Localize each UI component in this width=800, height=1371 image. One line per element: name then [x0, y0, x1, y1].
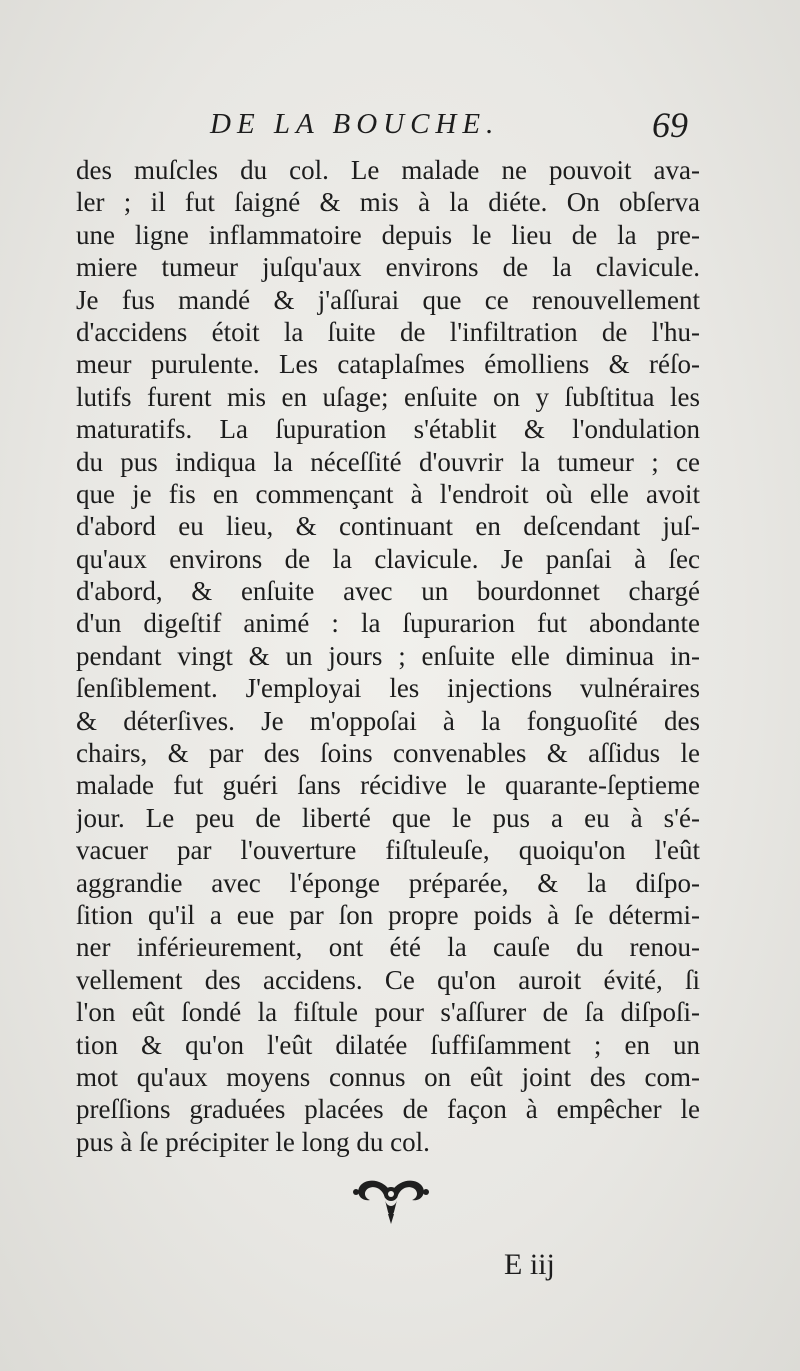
text-line: jour. Le peu de liberté que le pus a eu à s'é- [76, 802, 700, 833]
text-line: pus à ſe précipiter le long du col. [76, 1126, 430, 1157]
text-line: pendant vingt & un jours ; enſuite elle diminua in- [76, 640, 700, 671]
text-line: lutifs furent mis en uſage; enſuite on y ſubſtitua les [76, 381, 700, 412]
text-line: une ligne inflammatoire depuis le lieu de la pre- [76, 219, 700, 250]
text-line: ler ; il fut ſaigné & mis à la diéte. On obſerva [76, 187, 700, 218]
text-line: malade fut guéri ſans récidive le quarante-ſeptieme [76, 770, 700, 801]
text-line: ner inférieurement, ont été la cauſe du renou- [76, 932, 700, 963]
text-line: tion & qu'on l'eût dilatée ſuffiſamment ; en un [76, 1029, 700, 1060]
text-line: chairs, & par des ſoins convenables & aſſidus le [76, 738, 700, 769]
text-line: mot qu'aux moyens connus on eût joint des com- [76, 1061, 700, 1092]
fleuron-ornament-icon [352, 1172, 430, 1228]
text-line: d'abord, & enſuite avec un bourdonnet chargé [76, 576, 700, 607]
text-line: Je fus mandé & j'aſſurai que ce renouvellement [76, 284, 700, 315]
text-line: maturatifs. La ſupuration s'établit & l'ondulation [76, 414, 700, 445]
text-line: que je fis en commençant à l'endroit où elle avoit [76, 478, 700, 509]
text-line: vacuer par l'ouverture fiſtuleuſe, quoiqu'on l'eût [76, 835, 700, 866]
text-line: l'on eût ſondé la fiſtule pour s'aſſurer de ſa diſpoſi- [76, 997, 700, 1028]
text-line: du pus indiqua la néceſſité d'ouvrir la tumeur ; ce [76, 446, 700, 477]
text-line: ſenſiblement. J'employai les injections vulnéraires [76, 673, 700, 704]
running-head: DE LA BOUCHE. [210, 108, 500, 140]
text-line: ſition qu'il a eue par ſon propre poids à ſe détermi- [76, 899, 700, 930]
text-line: qu'aux environs de la clavicule. Je panſai à ſec [76, 543, 700, 574]
body-text [76, 154, 700, 1158]
text-line: preſſions graduées placées de façon à empêcher le [76, 1094, 700, 1125]
text-line: vellement des accidens. Ce qu'on auroit évité, ſi [76, 964, 700, 995]
text-line: aggrandie avec l'éponge préparée, & la diſpo- [76, 867, 700, 898]
text-line: & déterſives. Je m'oppoſai à la fonguoſité des [76, 705, 700, 736]
signature-mark: E iij [504, 1248, 555, 1281]
text-line: d'accidens étoit la ſuite de l'infiltration de l'hu- [76, 316, 700, 347]
text-line: d'un digeſtif animé : la ſupurarion fut abondante [76, 608, 700, 639]
text-line: des muſcles du col. Le malade ne pouvoit ava- [76, 155, 700, 185]
text-line: d'abord eu lieu, & continuant en deſcendant juſ- [76, 511, 700, 542]
page-number: 69 [652, 105, 688, 145]
text-line: miere tumeur juſqu'aux environs de la clavicule. [76, 252, 700, 283]
text-line: meur purulente. Les cataplaſmes émolliens & réſo- [76, 349, 700, 380]
